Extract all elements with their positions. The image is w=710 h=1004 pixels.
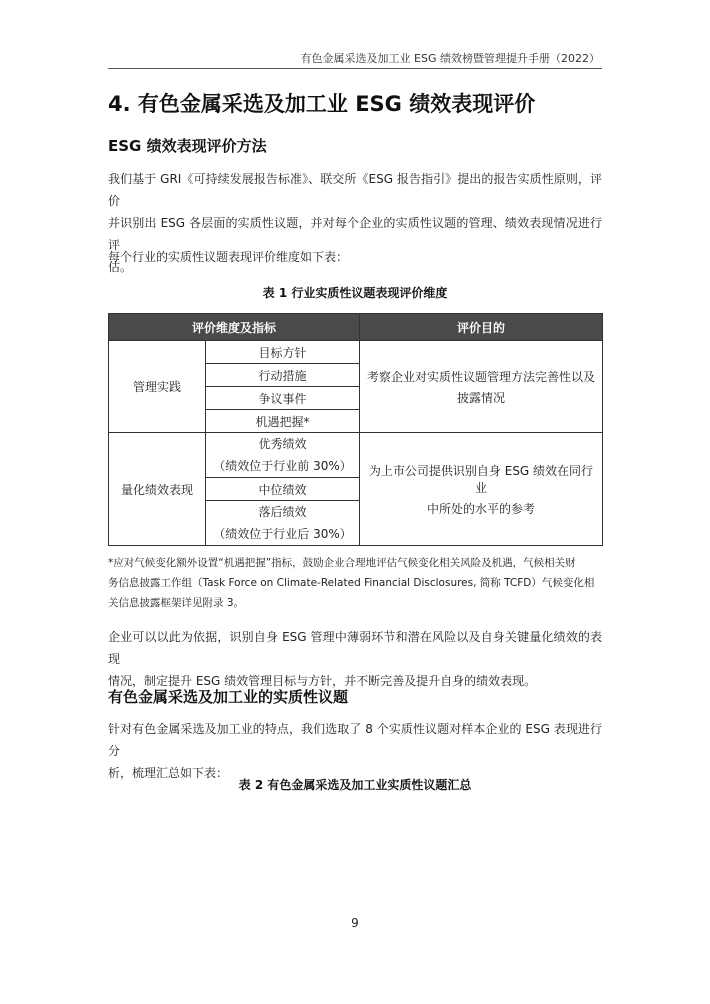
- table-header-row: [109, 314, 603, 341]
- table2-caption: 表 2 有色金属采选及加工业实质性议题汇总: [238, 778, 472, 792]
- indicator-line: （绩效位于行业后 30%）: [213, 527, 352, 541]
- footnote-line: 务信息披露工作组（Task Force on Climate-Related Financial Disclosures, 简称 TCFD）气候变化相: [108, 577, 595, 589]
- group-management-practice: 管理实践: [109, 341, 206, 433]
- indicator-line: （绩效位于行业前 30%）: [213, 459, 352, 473]
- indicator-cell: 争议事件: [206, 387, 360, 410]
- indicator-line: 优秀绩效: [258, 437, 307, 451]
- header-dimension: 评价维度及指标: [109, 314, 360, 341]
- indicator-line: 落后绩效: [258, 505, 307, 519]
- indicator-cell: 行动措施: [206, 364, 360, 387]
- evaluation-dimension-table: [108, 313, 603, 546]
- paragraph-line: 企业可以以此为依据，识别自身 ESG 管理中薄弱环节和潜在风险以及自身关键量化绩效的表现: [108, 630, 602, 666]
- table1-caption: 表 1 行业实质性议题表现评价维度: [262, 286, 448, 300]
- table-footnote: [108, 553, 604, 613]
- indicator-cell: [206, 501, 360, 546]
- indicator-cell: 机遇把握*: [206, 410, 360, 433]
- section-title: 4. 有色金属采选及加工业 ESG 绩效表现评价: [108, 92, 536, 116]
- purpose-management-practice: [360, 341, 603, 433]
- header-divider: [108, 68, 602, 69]
- method-paragraph-line: 估。: [108, 260, 133, 274]
- group-quantitative-performance: 量化绩效表现: [109, 433, 206, 546]
- paragraph-line: 析，梳理汇总如下表：: [108, 766, 229, 780]
- table-row: [109, 433, 603, 478]
- materiality-paragraph: [108, 718, 602, 784]
- indicator-cell: [206, 433, 360, 478]
- purpose-line: 为上市公司提供识别自身 ESG 绩效在同行业: [368, 463, 594, 495]
- table-intro: 每个行业的实质性议题表现评价维度如下表：: [108, 250, 349, 264]
- page-number: 9: [351, 916, 359, 930]
- paragraph-line: 针对有色金属采选及加工业的特点，我们选取了 8 个实质性议题对样本企业的 ESG 表现进行分: [108, 722, 602, 758]
- method-paragraph-line: 我们基于 GRI《可持续发展报告标准》、联交所《ESG 报告指引》提出的报告实质性原则，评价: [108, 172, 602, 208]
- table-row: [109, 341, 603, 364]
- footnote-line: 关信息披露框架详见附录 3。: [108, 597, 245, 609]
- method-heading: ESG 绩效表现评价方法: [108, 137, 267, 155]
- header-purpose: 评价目的: [360, 314, 603, 341]
- purpose-quantitative-performance: [360, 433, 603, 546]
- application-paragraph: [108, 626, 602, 692]
- materiality-heading: 有色金属采选及加工业的实质性议题: [108, 688, 349, 706]
- running-header: 有色金属采选及加工业 ESG 绩效榜暨管理提升手册（2022）: [300, 52, 600, 65]
- paragraph-line: 情况，制定提升 ESG 绩效管理目标与方针，并不断完善及提升自身的绩效表现。: [108, 674, 537, 688]
- purpose-line: 披露情况: [456, 390, 505, 405]
- indicator-cell: 目标方针: [206, 341, 360, 364]
- purpose-line: 中所处的水平的参考: [426, 501, 535, 516]
- footnote-line: *应对气候变化额外设置“机遇把握”指标，鼓励企业合理地评估气候变化相关风险及机遇，气候相关财: [108, 557, 576, 569]
- indicator-cell: 中位绩效: [206, 478, 360, 501]
- method-paragraph-line: 并识别出 ESG 各层面的实质性议题，并对每个企业的实质性议题的管理、绩效表现情况进行评: [108, 216, 602, 252]
- purpose-line: 考察企业对实质性议题管理方法完善性以及: [366, 369, 595, 384]
